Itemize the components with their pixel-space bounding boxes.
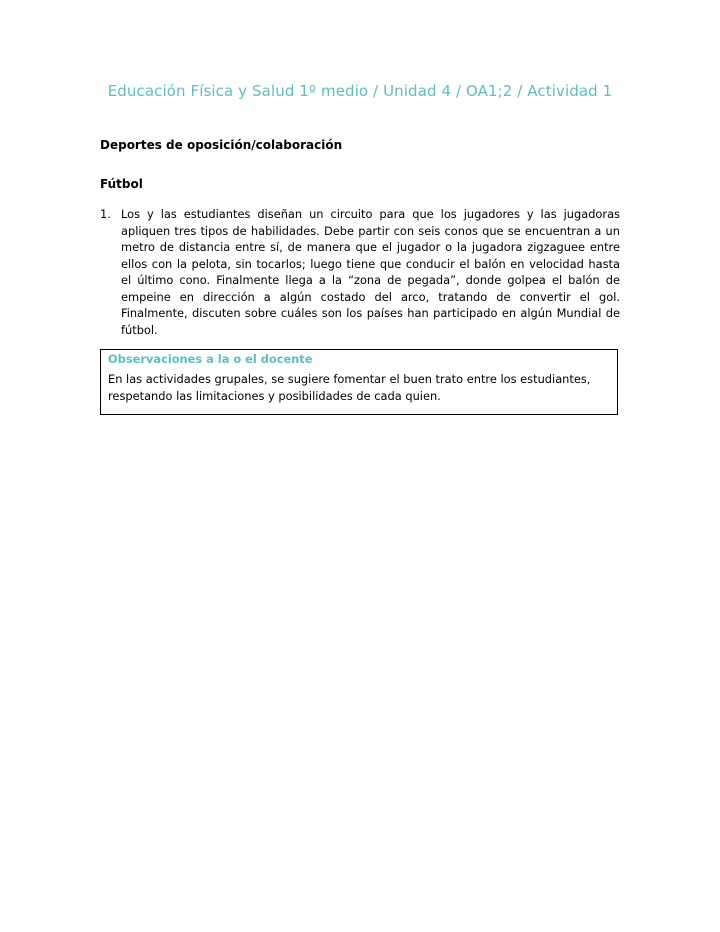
activity-item xyxy=(100,206,620,338)
activity-text: Los y las estudiantes diseñan un circuito para que los jugadores y las jugadoras apliquen tres tipos de habilidades. Debe partir con seis conos que se encuentran a un metro de distancia entre sí, de manera que el jugador o la jugadora zigzaguee entre ellos con la pelota, sin tocarlos; luego tiene que conducir el balón en velocidad hasta el último cono. Finalmente llega a la “zona de pegada”, donde golpea el balón de empeine en dirección a algún costado del arco, tratando de convertir el gol. Finalmente, discuten sobre cuáles son los países han participado en algún Mundial de fútbol. xyxy=(121,207,620,337)
subsection-title: Fútbol xyxy=(100,177,143,191)
teacher-notes-text: En las actividades grupales, se sugiere fomentar el buen trato entre los estudiantes, respetando las limitaciones y posibilidades de cada quien. xyxy=(108,372,591,403)
teacher-notes-title: Observaciones a la o el docente xyxy=(108,352,313,366)
activity-list xyxy=(100,206,620,338)
page-breadcrumb-header: Educación Física y Salud 1º medio / Unidad 4 / OA1;2 / Actividad 1 xyxy=(107,82,613,100)
activity-number: 1. xyxy=(100,207,111,221)
section-title: Deportes de oposición/colaboración xyxy=(100,138,343,152)
teacher-notes-box xyxy=(100,349,618,415)
